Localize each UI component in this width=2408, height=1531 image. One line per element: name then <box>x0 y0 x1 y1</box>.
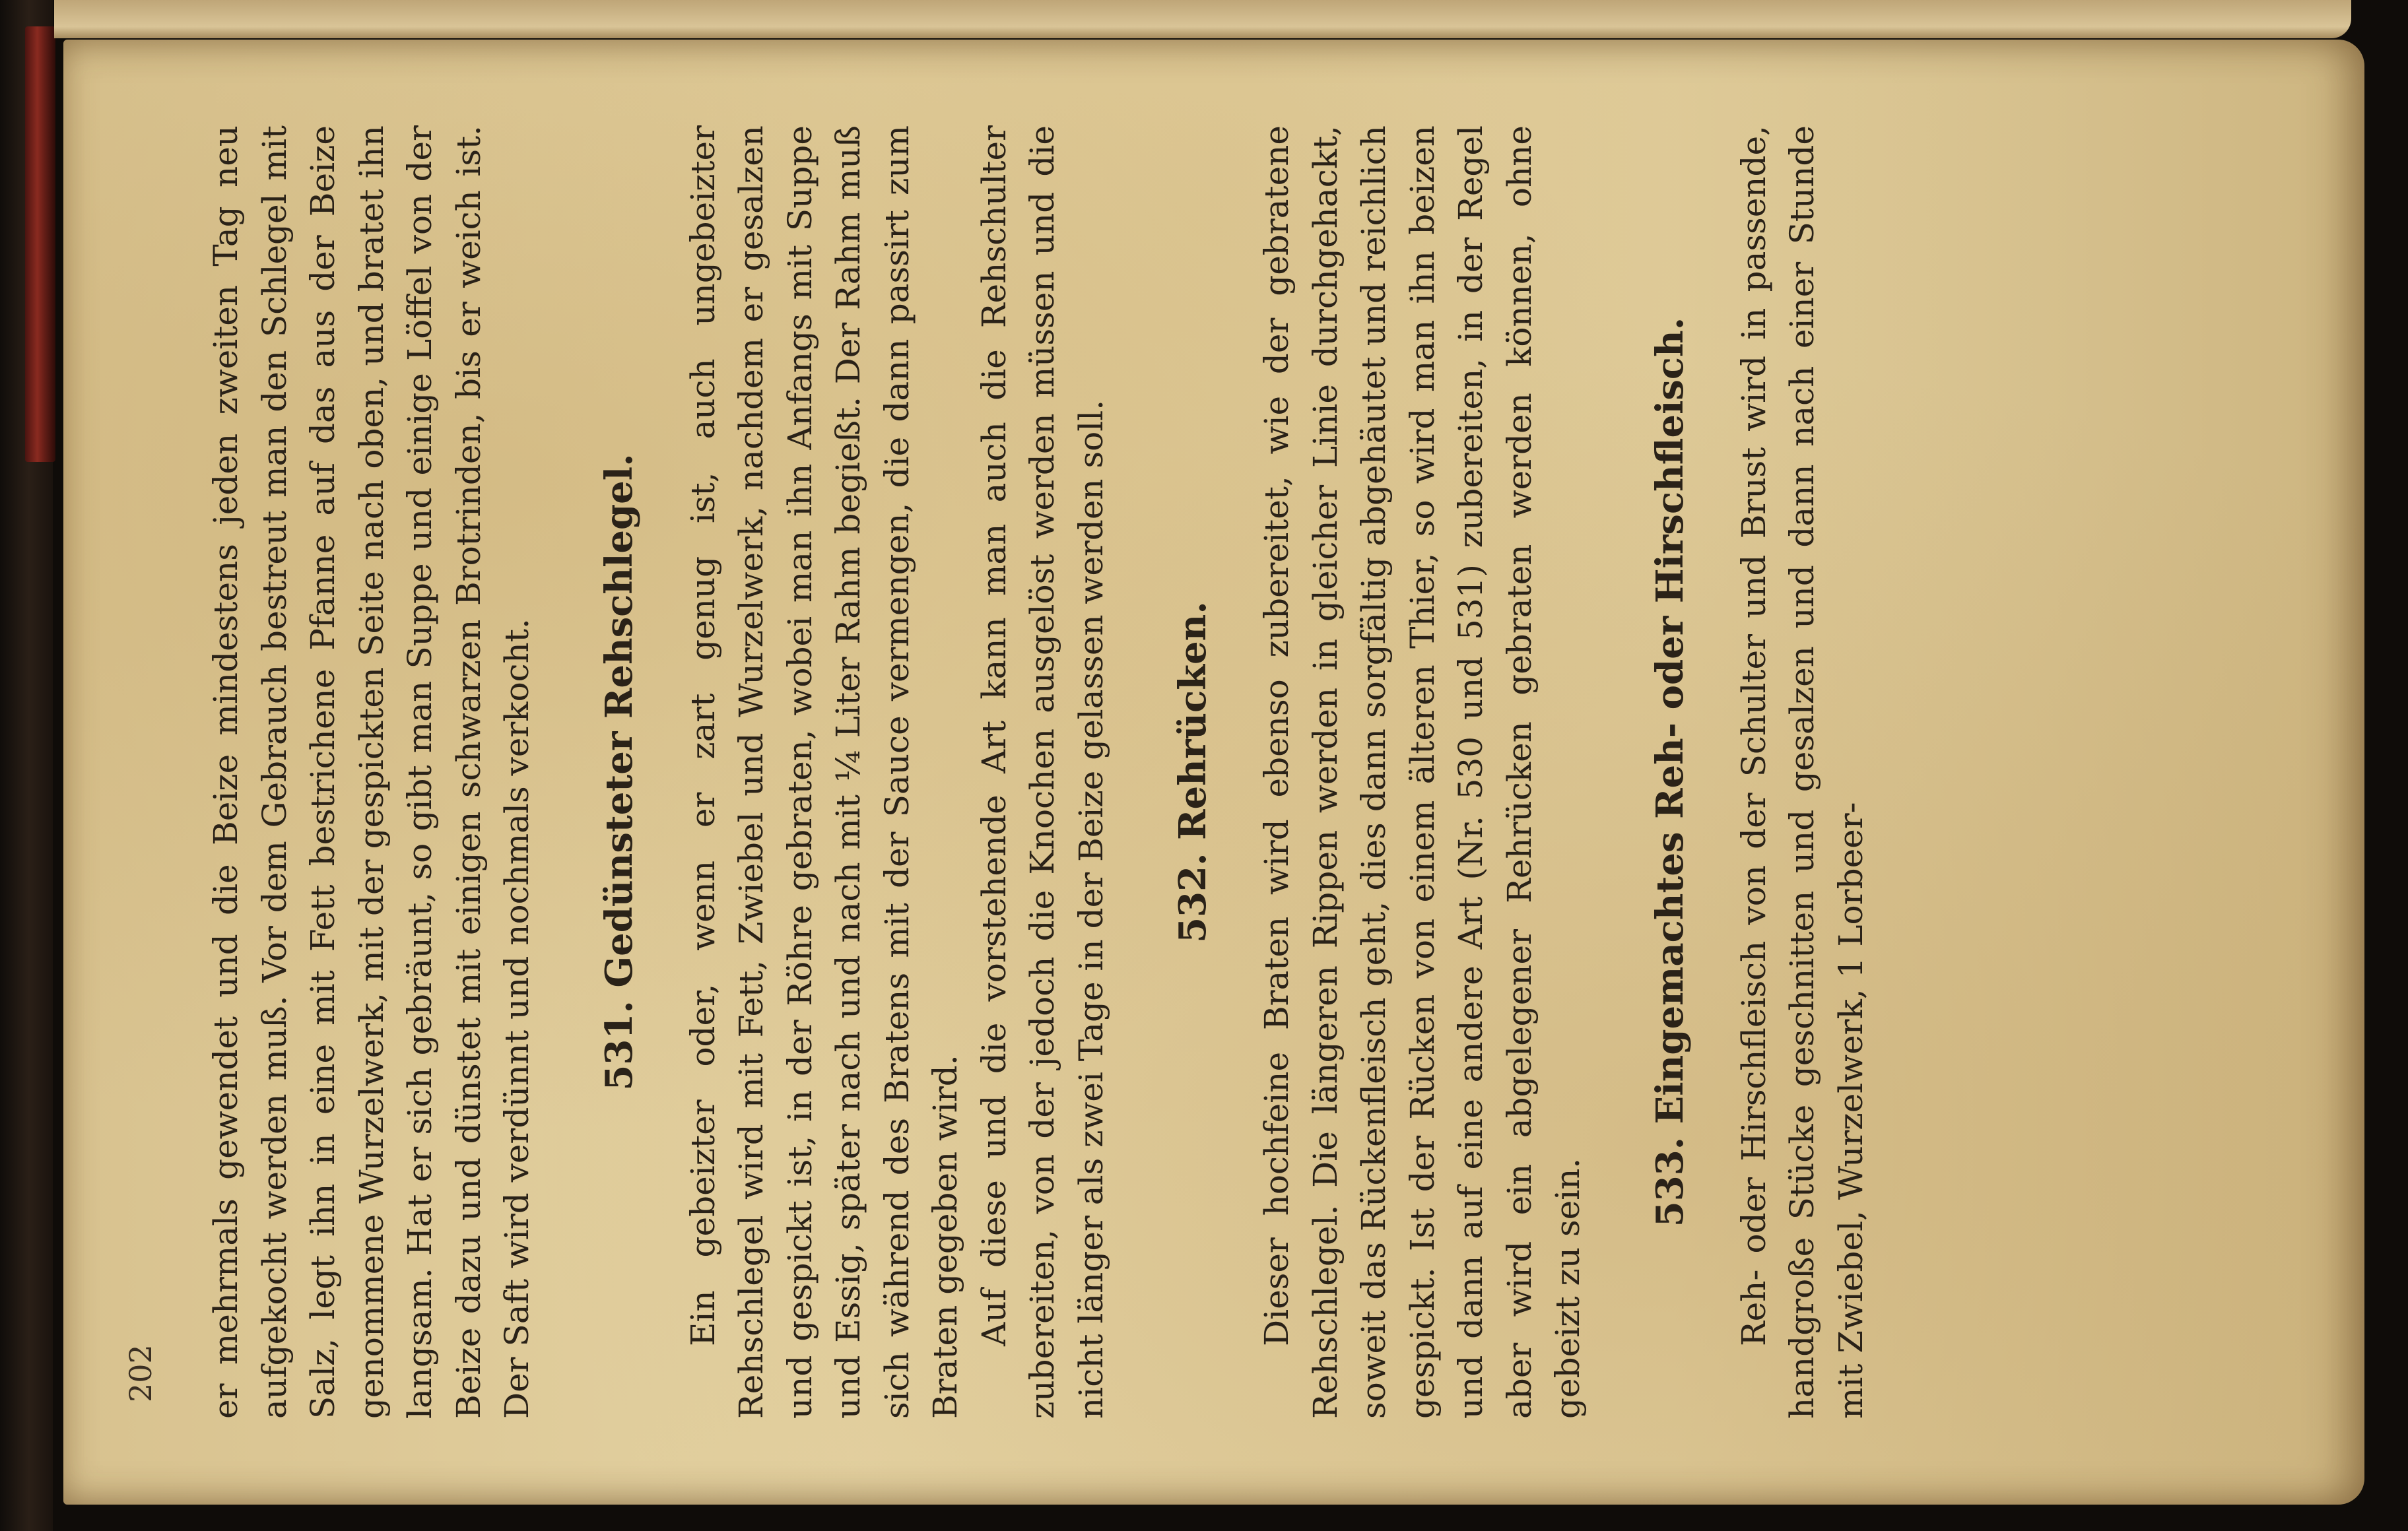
page-number: 202 <box>123 1344 158 1402</box>
section-heading-531: 531. Gedünsteter Rehschlegel. <box>597 453 641 1091</box>
bookmark-ribbon <box>25 26 55 462</box>
section-531-paragraph-1: Ein gebeizter oder, wenn er zart genug ist, auch ungebeizter Rehschlegel wird mit Fett, Zwiebel und Wurzelwerk, nachdem er gesalzen und gespickt ist, in der Röhre gebraten, wobei man ihn Anfangs mit Suppe und Essig, später nach und nach mit ¼ Liter Rahm begießt. Der Rahm muß sich während des Bratens mit der Sauce vermengen, die dann passirt zum Braten gegeben wird. <box>683 125 964 1419</box>
rotated-page-content <box>63 40 2364 1505</box>
section-heading-533: 533. Eingemachtes Reh- oder Hirschfleisch. <box>1648 317 1692 1227</box>
intro-paragraph: er mehrmals gewendet und die Beize mindestens jeden zweiten Tag neu aufgekocht werden muß. Vor dem Gebrauch bestreut man den Schlegel mit Salz, legt ihn in eine mit Fett bestrichene Pfanne auf das aus der Beize genommene Wurzelwerk, mit der gespickten Seite nach oben, und bratet ihn langsam. Hat er sich gebräunt, so gibt man Suppe und einige Löffel von der Beize dazu und dünstet mit einigen schwarzen Brotrinden, bis er weich ist. Der Saft wird verdünnt und nochmals verkocht. <box>207 125 536 1419</box>
facing-page-edge <box>54 0 2351 38</box>
section-531-paragraph-2: Auf diese und die vorstehende Art kann man auch die Rehschulter zubereiten, von der jedoch die Knochen ausgelöst werden müssen und die nicht länger als zwei Tage in der Beize gelassen werden soll. <box>974 125 1110 1419</box>
section-heading-532: 532. Rehrücken. <box>1171 601 1215 943</box>
page-text <box>202 125 1875 1419</box>
book-page <box>63 40 2364 1505</box>
section-533-paragraph-1: Reh- oder Hirschfleisch von der Schulter und Brust wird in passende, handgroße Stücke geschnitten und gesalzen und dann nach einer Stunde mit Zwiebel, Wurzelwerk, 1 Lorbeer- <box>1734 125 1870 1419</box>
section-532-paragraph-1: Dieser hochfeine Braten wird ebenso zubereitet, wie der gebratene Rehschlegel. Die längeren Rippen werden in gleicher Linie durchgehackt, soweit das Rückenfleisch geht, dies dann sorgfältig abgehäutet und reichlich gespickt. Ist der Rücken von einem älteren Thier, so wird man ihn beizen und dann auf eine andere Art (Nr. 530 und 531) zubereiten, in der Regel aber wird ein abgelegener Rehrücken gebraten werden können, ohne gebeizt zu sein. <box>1257 125 1587 1419</box>
